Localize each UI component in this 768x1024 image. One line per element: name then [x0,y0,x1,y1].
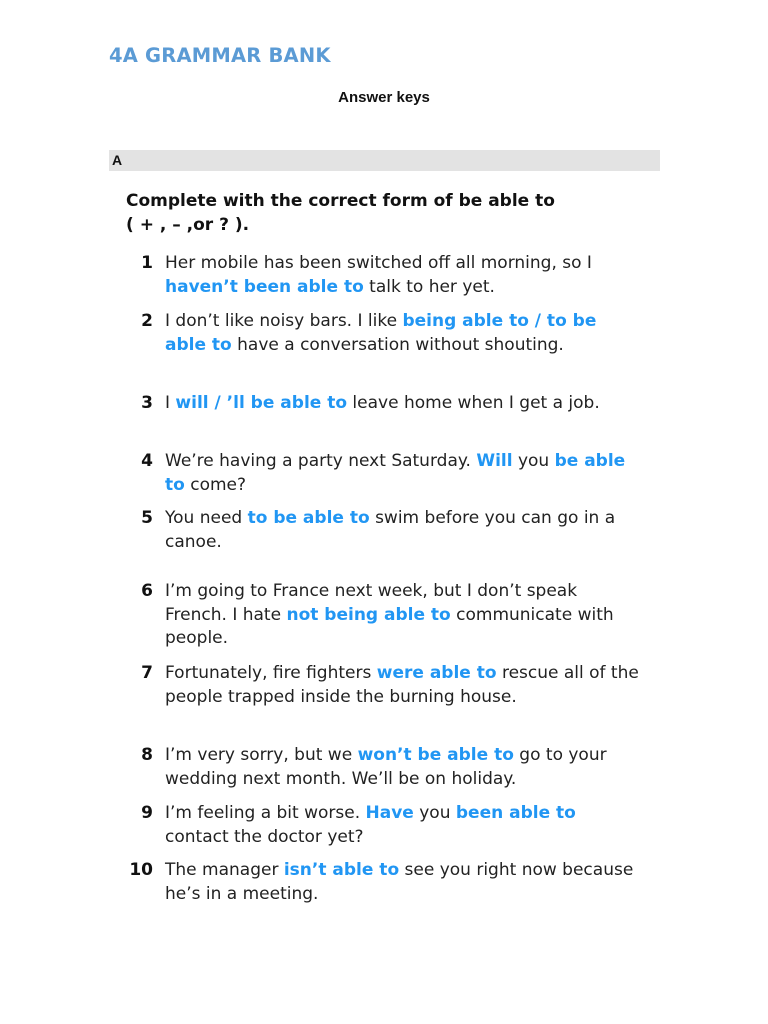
item-text-part: I’m feeling a bit worse. [165,803,366,823]
exercise-item-2 [120,310,640,357]
item-text-part: rescue all of the people trapped inside the burning house. [165,663,639,707]
item-text-part: I [165,393,176,413]
item-number: 6 [141,581,153,601]
answer-text: to be able to [247,508,370,528]
item-text-part: you [512,451,555,471]
item-number: 10 [129,860,153,880]
answer-text: Have [365,803,414,823]
item-text-part: I’m very sorry, but we [165,745,358,765]
item-text-part: you [413,803,456,823]
item-text [165,859,640,906]
exercise-item-1 [120,252,640,299]
answer-text: isn’t able to [283,860,400,880]
item-text [165,392,640,416]
answer-text: will / ’ll be able to [175,393,348,413]
item-text [165,802,640,849]
section-label: A [112,152,123,168]
item-text-part: come? [184,474,247,495]
item-text-part: talk to her yet. [363,276,495,297]
item-number: 4 [141,451,153,471]
item-text-part: We’re having a party next Saturday. [165,451,477,471]
exercise-item-8 [120,744,640,791]
page-subtitle: Answer keys [338,89,430,106]
page-title: 4A GRAMMAR BANK [109,44,331,67]
item-text-part: Her mobile has been switched off all morning, so I [165,253,592,273]
item-number: 3 [141,393,153,413]
item-number: 8 [141,745,153,765]
item-text-part: contact the doctor yet? [165,826,364,847]
section-header-bar [109,150,660,171]
exercise-item-3 [120,392,640,416]
item-text-part: You need [165,508,248,528]
item-text-part: I don’t like noisy bars. I like [165,311,403,331]
exercise-item-9 [120,802,640,849]
item-number: 9 [141,803,153,823]
answer-text: be able to [165,451,626,495]
item-text [165,507,640,554]
item-text-part: see you right now because he’s in a meeting. [165,860,634,904]
answer-text: Will [476,451,513,471]
exercise-item-5 [120,507,640,554]
item-text [165,310,640,357]
answer-text: been able to [455,803,576,823]
answer-text: were able to [376,663,497,683]
answer-text: being able to / to be able to [165,311,597,355]
item-text-part: leave home when I get a job. [347,393,600,413]
item-text-part: communicate with people. [165,604,614,648]
item-text [165,662,640,709]
item-text-part: go to your wedding next month. We’ll be on holiday. [165,745,607,789]
exercise-item-6 [120,580,640,651]
item-number: 1 [141,253,153,273]
item-number: 2 [141,311,153,331]
instruction-line-1: Complete with the correct form of be able to [126,191,555,211]
item-text-part: Fortunately, fire fighters [165,663,377,683]
answer-text: won’t be able to [357,745,514,765]
exercise-instruction [126,189,656,237]
item-number: 5 [141,508,153,528]
answer-text: haven’t been able to [165,276,364,297]
answer-text: not being able to [286,604,451,625]
exercise-item-7 [120,662,640,709]
item-text [165,580,640,651]
item-text [165,744,640,791]
item-text-part: I’m going to France next week, but I don’t speak French. I hate [165,581,578,625]
item-text-part: have a conversation without shouting. [231,334,564,355]
item-text [165,252,640,299]
exercise-item-10 [120,859,640,906]
instruction-line-2: ( + , – ,or ? ). [126,215,250,235]
item-text-part: swim before you can go in a canoe. [165,508,616,552]
item-text-part: The manager [165,860,284,880]
item-number: 7 [141,663,153,683]
exercise-item-4 [120,450,640,497]
item-text [165,450,640,497]
